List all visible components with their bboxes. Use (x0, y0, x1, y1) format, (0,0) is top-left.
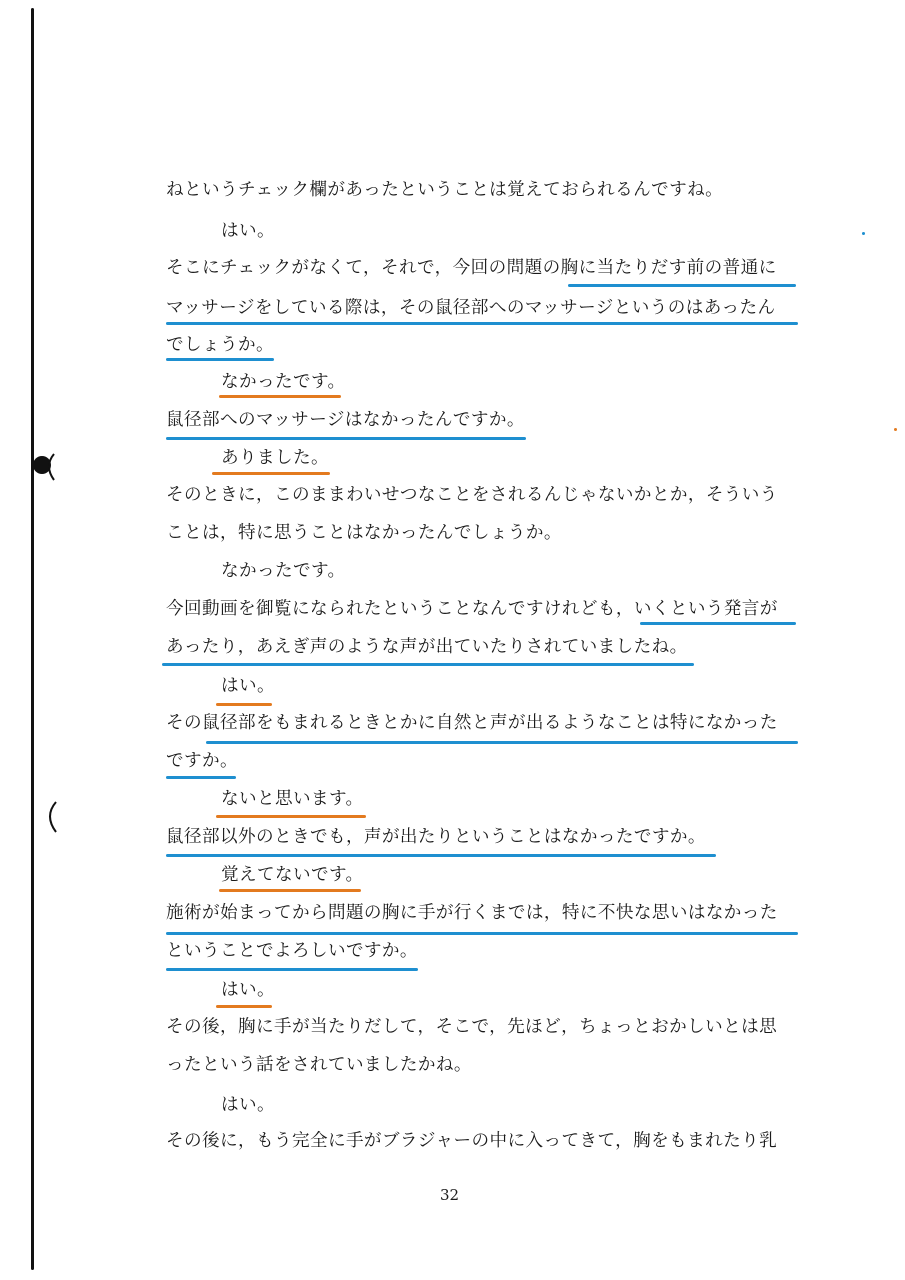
answer-text: はい。 (221, 221, 275, 241)
blue-underline (206, 741, 798, 744)
answer-text: はい。 (221, 980, 275, 1000)
punch-hole-mark (42, 800, 62, 834)
orange-underline (219, 889, 361, 892)
blue-underline (640, 622, 796, 625)
answer-text: はい。 (221, 1095, 275, 1115)
blue-underline (568, 284, 796, 287)
question-text: その鼠径部をもまれるときとかに自然と声が出るようなことは特になかった (166, 713, 778, 733)
blue-underline (166, 932, 798, 935)
question-text: その後に，もう完全に手がブラジャーの中に入ってきて，胸をもまれたり乳 (166, 1131, 778, 1151)
orange-underline (216, 703, 272, 706)
orange-underline (219, 395, 341, 398)
stray-mark (894, 428, 897, 431)
question-text: ったという話をされていましたかね。 (166, 1055, 472, 1075)
page-number-text: 32 (440, 1186, 460, 1204)
question-text: ねというチェック欄があったということは覚えておられるんですね。 (166, 180, 724, 200)
answer-text: なかったです。 (221, 372, 346, 392)
answer-text: なかったです。 (221, 561, 346, 581)
blue-underline (166, 854, 716, 857)
question-text: そのときに，このままわいせつなことをされるんじゃないかとか，そういう (166, 485, 778, 505)
question-text: マッサージをしている際は，その鼠径部へのマッサージというのはあったん (166, 298, 776, 318)
answer-text: ありました。 (221, 448, 329, 468)
question-text: ですか。 (166, 751, 238, 771)
question-text: あったり，あえぎ声のような声が出ていたりされていましたね。 (166, 637, 688, 657)
answer-text: はい。 (221, 676, 275, 696)
blue-underline (166, 358, 274, 361)
blue-underline (162, 663, 694, 666)
question-text: ことは，特に思うことはなかったんでしょうか。 (166, 523, 562, 543)
orange-underline (212, 472, 330, 475)
question-text: その後，胸に手が当たりだして，そこで，先ほど，ちょっとおかしいとは思 (166, 1017, 778, 1037)
blue-underline (166, 437, 526, 440)
punch-hole-mark (30, 450, 64, 484)
orange-underline (216, 1005, 272, 1008)
question-text: 今回動画を御覧になられたということなんですけれども，いくという発言が (166, 599, 778, 619)
stray-mark (862, 232, 865, 235)
question-text: ということでよろしいですか。 (166, 941, 418, 961)
question-text: 鼠径部へのマッサージはなかったんですか。 (166, 410, 525, 430)
question-text: 施術が始まってから問題の胸に手が行くまでは，特に不快な思いはなかった (166, 903, 778, 923)
question-text: でしょうか。 (166, 335, 274, 355)
answer-text: 覚えてないです。 (221, 865, 364, 885)
question-text: そこにチェックがなくて，それで，今回の問題の胸に当たりだす前の普通に (166, 258, 777, 278)
orange-underline (216, 815, 366, 818)
blue-underline (166, 322, 798, 325)
binding-line (31, 8, 34, 1270)
question-text: 鼠径部以外のときでも，声が出たりということはなかったですか。 (166, 827, 706, 847)
blue-underline (166, 968, 418, 971)
blue-underline (166, 776, 236, 779)
answer-text: ないと思います。 (221, 789, 364, 809)
